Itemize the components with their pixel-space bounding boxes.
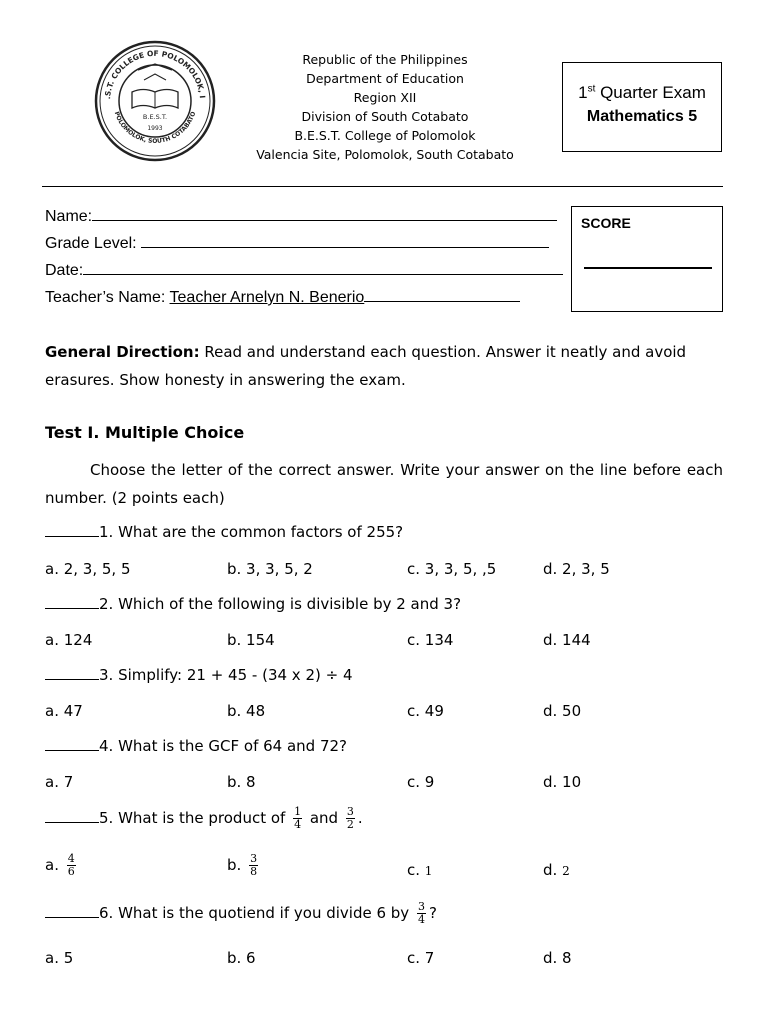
question-5: 5. What is the product of $\frac{1}{4}$ and $\frac{3}{2}$ . — [45, 806, 363, 831]
school-seal-logo — [94, 40, 216, 162]
answer-blank-3[interactable] — [45, 667, 99, 680]
header-line-division: Division of South Cotabato — [301, 109, 469, 124]
q3-option-b: b. 48 — [227, 702, 266, 720]
q2-option-b: b. 154 — [227, 631, 275, 649]
general-direction-text: Read and understand each question. Answer it neatly and avoid erasures. Show honesty in answering the exam. — [45, 343, 687, 389]
header-line-republic: Republic of the Philippines — [302, 52, 468, 67]
svg-text:B.E.S.T.: B.E.S.T. — [142, 113, 168, 121]
q2-option-c: c. 134 — [407, 631, 454, 649]
q1-option-a: a. 2, 3, 5, 5 — [45, 560, 131, 578]
exam-subject: Mathematics 5 — [586, 108, 698, 125]
q6-option-a: a. 5 — [45, 949, 74, 967]
score-line[interactable] — [584, 267, 712, 269]
q5-option-d: d. 2 — [543, 861, 570, 879]
question-3: 3. Simplify: 21 + 45 - (34 x 2) ÷ 4 — [45, 666, 352, 684]
answer-blank-6[interactable] — [45, 905, 99, 918]
question-4: 4. What is the GCF of 64 and 72? — [45, 737, 347, 755]
exam-title-box — [562, 62, 722, 152]
test-title: Test I. Multiple Choice — [45, 423, 245, 442]
question-2: 2. Which of the following is divisible by 2 and 3? — [45, 595, 461, 613]
q3-option-c: c. 49 — [407, 702, 444, 720]
question-6: 6. What is the quotiend if you divide 6 by $\frac{3}{4}$ ? — [45, 901, 437, 926]
answer-blank-5[interactable] — [45, 810, 99, 823]
fraction-one-fourth: $\frac{1}{4}$ — [294, 805, 302, 831]
exam-quarter: 1st Quarter Exam — [578, 83, 706, 102]
seal-icon — [94, 40, 216, 162]
question-1: 1. What are the common factors of 255? — [45, 523, 403, 541]
q4-option-d: d. 10 — [543, 773, 582, 791]
q5-option-b: b. $\frac{3}{8}$ — [227, 852, 258, 878]
name-line[interactable] — [92, 206, 557, 221]
q2-option-a: a. 124 — [45, 631, 93, 649]
header-line-address: Valencia Site, Polomolok, South Cotabato — [256, 147, 514, 162]
q1-option-d: d. 2, 3, 5 — [543, 560, 610, 578]
header-line-region: Region XII — [353, 90, 417, 105]
general-direction-label: General Direction: — [45, 343, 200, 361]
q4-option-a: a. 7 — [45, 773, 74, 791]
fraction-three-fourths: $\frac{3}{4}$ — [417, 900, 425, 926]
q6-option-c: c. 7 — [407, 949, 435, 967]
q4-option-b: b. 8 — [227, 773, 256, 791]
grade-level-line[interactable] — [141, 233, 549, 248]
test-instruction: Choose the letter of the correct answer. Write your answer on the line before each number. (2 points each) — [45, 461, 723, 507]
svg-text:1993: 1993 — [147, 125, 163, 132]
name-field[interactable]: Name: — [45, 206, 557, 226]
score-box — [571, 206, 723, 312]
score-label: SCORE — [581, 215, 631, 231]
header-line-school: B.E.S.T. College of Polomolok — [294, 128, 476, 143]
school-header — [250, 50, 520, 164]
q3-option-a: a. 47 — [45, 702, 83, 720]
q1-option-b: b. 3, 3, 5, 2 — [227, 560, 313, 578]
fraction-three-halves: $\frac{3}{2}$ — [346, 805, 354, 831]
q5-option-a: a. $\frac{4}{6}$ — [45, 852, 75, 878]
q4-option-c: c. 9 — [407, 773, 435, 791]
q2-option-d: d. 144 — [543, 631, 591, 649]
answer-blank-4[interactable] — [45, 738, 99, 751]
date-line[interactable] — [83, 260, 563, 275]
q6-option-b: b. 6 — [227, 949, 256, 967]
teacher-line — [364, 287, 520, 302]
q6-option-d: d. 8 — [543, 949, 572, 967]
teacher-name-value: Teacher Arnelyn N. Benerio — [169, 289, 365, 306]
q3-option-d: d. 50 — [543, 702, 582, 720]
answer-blank-1[interactable] — [45, 524, 99, 537]
date-field[interactable]: Date: — [45, 260, 563, 280]
svg-text:POLOMOLOK, SOUTH COTABATO: POLOMOLOK, SOUTH COTABATO — [112, 110, 198, 145]
header-divider — [42, 186, 723, 187]
header-line-deped: Department of Education — [306, 71, 464, 86]
grade-level-field[interactable]: Grade Level: — [45, 233, 549, 253]
q1-option-c: c. 3, 3, 5, ,5 — [407, 560, 497, 578]
teacher-name-field: Teacher’s Name: Teacher Arnelyn N. Benerio — [45, 287, 520, 307]
answer-blank-2[interactable] — [45, 596, 99, 609]
q5-option-c: c. 1 — [407, 861, 433, 879]
svg-text:B.E.S.T. COLLEGE OF POLOMOLOK,: .S.T. COLLEGE OF POLOMOLOK, I — [103, 48, 207, 100]
general-direction — [45, 338, 723, 394]
